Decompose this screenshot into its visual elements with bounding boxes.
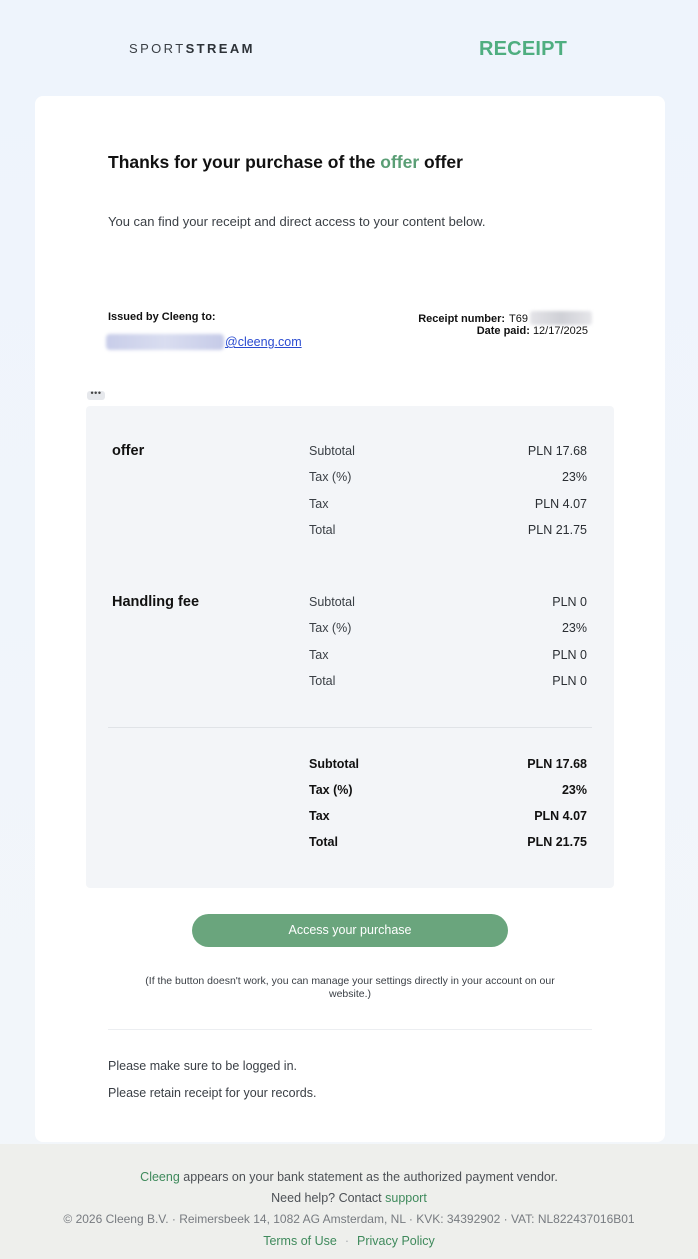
cleeng-link[interactable]: Cleeng (140, 1170, 180, 1184)
vendor-notice (0, 1170, 698, 1184)
fallback-note-line2: website.) (328, 988, 371, 1000)
item-row-label: Tax (%) (309, 621, 352, 635)
footer-links (0, 1234, 698, 1248)
receipt-number-label: Receipt number: (418, 313, 506, 325)
item-row-value: PLN 0 (552, 595, 587, 609)
headline-suffix: offer (419, 152, 463, 172)
footer (0, 1144, 698, 1259)
terms-link[interactable]: Terms of Use (263, 1234, 337, 1248)
item-row-label: Subtotal (309, 444, 355, 458)
summary-value: PLN 17.68 (527, 757, 587, 771)
brand-logo-bold: STREAM (185, 41, 255, 56)
help-line (0, 1191, 698, 1205)
fallback-note-line1: (If the button doesn't work, you can manage your settings directly in your account on our (145, 975, 555, 987)
footer-separator: · (344, 1234, 349, 1248)
receipt-number-value: T69 (509, 313, 528, 325)
summary-label: Total (309, 835, 338, 849)
legal-line: © 2026 Cleeng B.V. · Reimersbeek 14, 1082 AG Amsterdam, NL · KVK: 34392902 · VAT: NL822437016B01 (63, 1212, 635, 1226)
vendor-notice-text: appears on your bank statement as the authorized payment vendor. (179, 1170, 558, 1184)
page-title (108, 152, 463, 173)
summary-label: Tax (309, 809, 330, 823)
access-purchase-button[interactable]: Access your purchase (192, 914, 508, 947)
date-paid-label: Date paid: (476, 325, 530, 337)
item-name-handling-fee: Handling fee (112, 594, 200, 610)
privacy-link[interactable]: Privacy Policy (357, 1234, 435, 1248)
intro-text: You can find your receipt and direct access to your content below. (108, 214, 486, 229)
item-name-offer: offer (112, 443, 145, 459)
headline-offer-name: offer (380, 152, 420, 172)
item-row-label: Tax (309, 648, 329, 662)
email-redacted (106, 334, 224, 350)
receipt-number (418, 311, 592, 325)
card-divider (108, 1029, 592, 1030)
item-row-label: Tax (%) (309, 470, 352, 484)
item-row-value: PLN 21.75 (527, 523, 587, 537)
more-options-icon[interactable]: ••• (87, 391, 105, 400)
item-row-value: 23% (561, 621, 587, 635)
item-row-value: PLN 17.68 (527, 444, 587, 458)
date-paid-value: 12/17/2025 (532, 325, 588, 337)
receipt-card (35, 96, 665, 1142)
item-row-label: Subtotal (309, 595, 355, 609)
support-link[interactable]: support (385, 1191, 427, 1205)
retain-note: Please retain receipt for your records. (108, 1086, 317, 1100)
help-text: Need help? Contact (271, 1191, 386, 1205)
item-row-value: PLN 0 (552, 648, 587, 662)
summary-value: PLN 4.07 (534, 809, 587, 823)
login-note: Please make sure to be logged in. (108, 1059, 298, 1073)
item-row-value: PLN 0 (552, 674, 587, 688)
item-row-label: Total (309, 674, 336, 688)
fallback-note (125, 975, 575, 1001)
line-items-table (86, 406, 614, 888)
issued-to-label: Issued by Cleeng to: (108, 311, 216, 323)
customer-email-link[interactable]: @cleeng.com (225, 335, 302, 349)
item-row-value: PLN 4.07 (534, 497, 587, 511)
summary-divider (108, 727, 592, 728)
brand-logo-light: SPORT (129, 41, 186, 56)
date-paid (418, 325, 592, 337)
item-row-label: Total (309, 523, 336, 537)
summary-value: 23% (561, 783, 587, 797)
brand-logo (129, 41, 255, 56)
summary-value: PLN 21.75 (527, 835, 587, 849)
item-row-label: Tax (309, 497, 329, 511)
receipt-title: RECEIPT (479, 38, 568, 60)
header (0, 0, 698, 96)
item-row-value: 23% (561, 470, 587, 484)
summary-label: Subtotal (309, 757, 359, 771)
headline-text: Thanks for your purchase of the (108, 152, 381, 172)
summary-label: Tax (%) (309, 783, 353, 797)
receipt-number-redacted (530, 311, 592, 325)
receipt-meta (418, 311, 592, 337)
